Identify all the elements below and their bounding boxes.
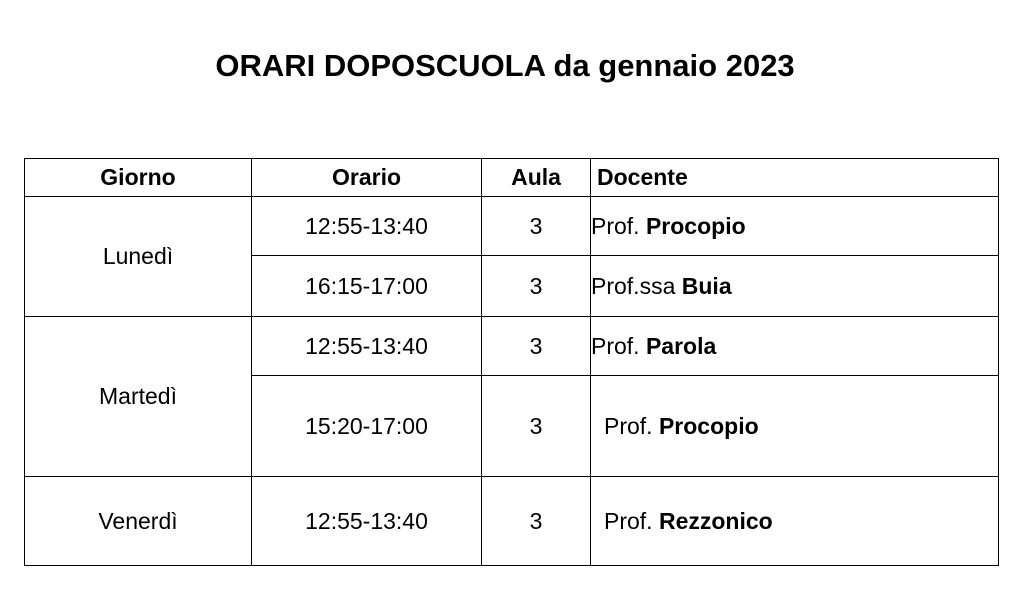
teacher-surname: Parola <box>645 332 717 359</box>
teacher-cell <box>591 197 999 256</box>
header-giorno: Giorno <box>25 159 252 197</box>
teacher-cell <box>591 317 999 376</box>
schedule-table <box>24 158 999 566</box>
teacher-title: Prof.ssa <box>591 272 676 299</box>
teacher-cell <box>591 477 999 566</box>
day-cell-venerdi: Venerdì <box>25 477 252 566</box>
teacher-surname: Procopio <box>658 412 759 439</box>
header-orario: Orario <box>252 159 482 197</box>
teacher-title: Prof. <box>591 212 640 239</box>
teacher-surname: Rezzonico <box>658 507 773 534</box>
room-cell: 3 <box>482 197 591 256</box>
table-row <box>25 317 999 376</box>
teacher-title: Prof. <box>604 507 653 534</box>
table-row <box>25 197 999 256</box>
table-header-row <box>25 159 999 197</box>
time-cell: 12:55-13:40 <box>252 197 482 256</box>
teacher-cell <box>591 376 999 477</box>
day-cell-lunedi: Lunedì <box>25 197 252 317</box>
time-cell: 12:55-13:40 <box>252 477 482 566</box>
room-cell: 3 <box>482 317 591 376</box>
time-cell: 12:55-13:40 <box>252 317 482 376</box>
teacher-cell <box>591 256 999 317</box>
time-cell: 15:20-17:00 <box>252 376 482 477</box>
room-cell: 3 <box>482 256 591 317</box>
time-cell: 16:15-17:00 <box>252 256 482 317</box>
header-docente: Docente <box>591 159 999 197</box>
teacher-title: Prof. <box>591 332 640 359</box>
teacher-title: Prof. <box>604 412 653 439</box>
room-cell: 3 <box>482 477 591 566</box>
room-cell: 3 <box>482 376 591 477</box>
table-row <box>25 477 999 566</box>
page-title: ORARI DOPOSCUOLA da gennaio 2023 <box>215 48 795 83</box>
teacher-surname: Buia <box>681 272 732 299</box>
teacher-surname: Procopio <box>645 212 746 239</box>
header-aula: Aula <box>482 159 591 197</box>
day-cell-martedi: Martedì <box>25 317 252 477</box>
